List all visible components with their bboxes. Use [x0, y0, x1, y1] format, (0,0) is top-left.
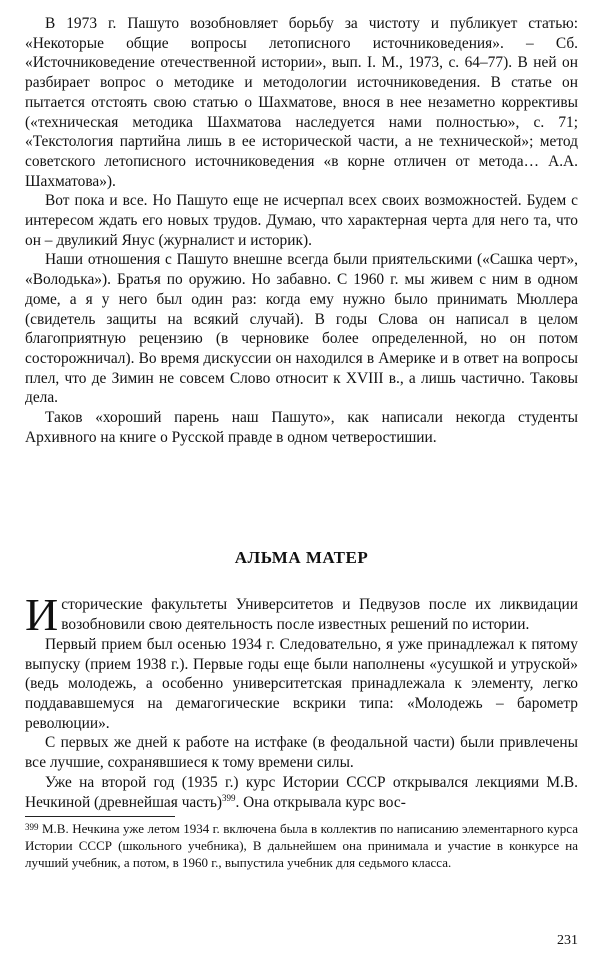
- drop-cap: И: [25, 589, 59, 641]
- paragraph-first-admission: Первый прием был осенью 1934 г. Следовательно, я уже принадлежал к пятому выпуску (прием 1938 г.). Первые годы еще были наполнены «усушкой и утруской» (ведь молодежь, а особенно университетская принадлежала к элементу, легко поддававшемуся на демагогические вскрики типа: «Молодежь – барометр революции».: [25, 635, 578, 732]
- paragraph-relations: Наши отношения с Пашуто внешне всегда были приятельскими («Сашка черт», «Володька»). Братья по оружию. Но забавно. С 1960 г. мы живем с ним в одном доме, а я у него был один раз: когда ему нужно было принимать Мюллера (свидетель защиты на всякий случай). В годы Слова он написал в целом благоприятную рецензию (в черновике более определенной, но он потом состорожничал). Во время дискуссии он находился в Америке и в ответ на вопросы плел, что де Зимин не совсем Слово относит к XVIII в., а лишь частично. Таковы дела.: [25, 251, 578, 407]
- top-section: [25, 14, 578, 447]
- page-number: 231: [557, 933, 578, 948]
- footnote-divider: [25, 816, 175, 817]
- page-body: [25, 14, 578, 872]
- paragraph-pashuto-possibilities: Вот пока и все. Но Пашуто еще не исчерпал всех своих возможностей. Будем с интересом ждать его новых трудов. Думаю, что характерная черта для него та, что он – двуликий Янус (журналист и историк).: [25, 192, 578, 249]
- footnote-reference[interactable]: 399: [221, 792, 236, 803]
- paragraph-text: сторические факультеты Университетов и Педвузов после их ликвидации возобновили свою деятельность после известных решений по истории.: [61, 596, 578, 634]
- spacer: [25, 447, 578, 547]
- paragraph-pashuto-1973: В 1973 г. Пашуто возобновляет борьбу за чистоту и публикует статью: «Некоторые общие вопросы летописного источниковедения». – Сб. «Источниковедение отечественной истории», вып. I. М., 1973, с. 64–77). В ней он разбирает вопрос о методике и методологии источниковедения. В статье он пытается отстоять свою статью о Шахматове, внося в нее незаметно коррективы («техническая методика Шахматова наследуется нами полностью», с. 71; «Текстология партийна лишь в ее исторической части, а не технической»; метод советского летописного источниковедения «в корне отличен от метода… А.А. Шахматова»).: [25, 15, 578, 190]
- paragraph-first-days: С первых же дней к работе на истфаке (в феодальной части) были привлечены все лучшие, сохранявшиеся к тому времени силы.: [25, 734, 578, 772]
- paragraph-text-cont: . Она открывала курс вос-: [235, 793, 406, 811]
- paragraph-second-year: [25, 773, 578, 812]
- paragraph-good-guy: Таков «хороший парень наш Пашуто», как написали некогда студенты Архивного на книге о Русской правде в одном четверостишии.: [25, 409, 578, 446]
- spacer: [25, 569, 578, 595]
- chapter-title: АЛЬМА МАТЕР: [234, 548, 369, 568]
- footnote-number: 399: [25, 822, 39, 833]
- paragraph-text: Уже на второй год (1935 г.) курс Истории СССР открывался лекциями М.В. Нечкиной (древнейшая часть): [25, 773, 578, 811]
- footnote: [25, 821, 578, 871]
- paragraph-history-faculties: [25, 589, 578, 641]
- footnote-text: М.В. Нечкина уже летом 1934 г. включена была в коллектив по написанию элементарного курса Истории СССР (школьного учебника), В дальнейшем она принимала и участие в конкурсе на лучший учебник, а потом, в 1960 г., выпустила учебник для седьмого класса.: [25, 821, 578, 870]
